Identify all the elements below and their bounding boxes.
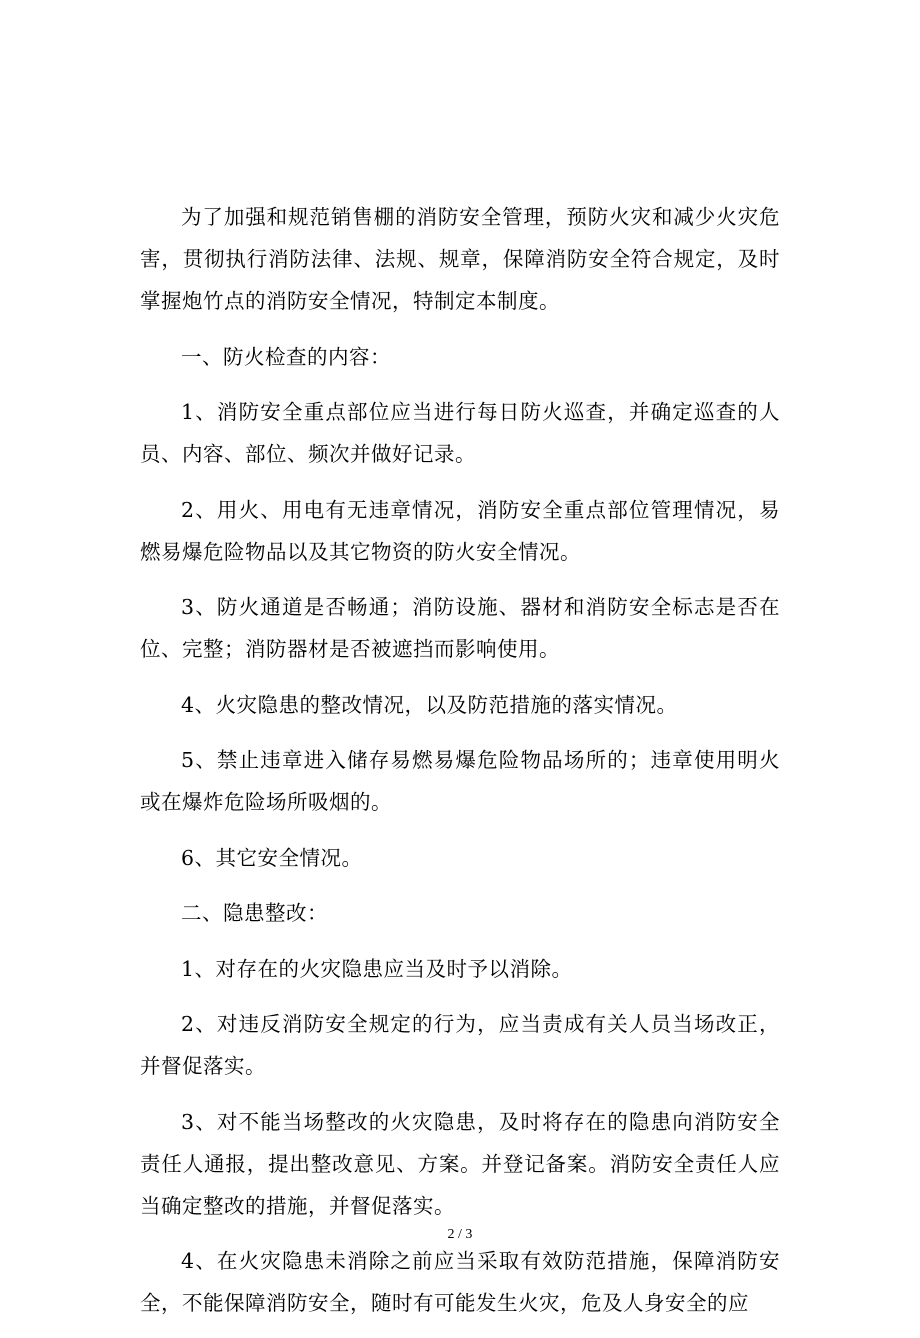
list-item: 1、消防安全重点部位应当进行每日防火巡查，并确定巡查的人员、内容、部位、频次并做好记录。 xyxy=(140,400,780,466)
list-item: 1、对存在的火灾隐患应当及时予以消除。 xyxy=(181,956,573,981)
list-item: 3、防火通道是否畅通；消防设施、器材和消防安全标志是否在位、完整；消防器材是否被遮挡而影响使用。 xyxy=(140,595,780,661)
section-heading-inspection-content: 一、防火检查的内容： xyxy=(181,344,391,369)
list-item: 3、对不能当场整改的火灾隐患，及时将存在的隐患向消防安全责任人通报，提出整改意见、方案。并登记备案。消防安全责任人应当确定整改的措施，并督促落实。 xyxy=(140,1109,780,1218)
document-body xyxy=(140,196,780,1338)
list-item: 4、火灾隐患的整改情况，以及防范措施的落实情况。 xyxy=(181,692,678,717)
list-item: 2、用火、用电有无违章情况，消防安全重点部位管理情况，易燃易爆危险物品以及其它物资的防火安全情况。 xyxy=(140,497,780,564)
intro-paragraph: 为了加强和规范销售棚的消防安全管理，预防火灾和减少火灾危害，贯彻执行消防法律、法规、规章，保障消防安全符合规定，及时掌握炮竹点的消防安全情况，特制定本制度。 xyxy=(140,205,780,313)
list-item: 2、对违反消防安全规定的行为，应当责成有关人员当场改正，并督促落实。 xyxy=(140,1012,780,1078)
list-item: 4、在火灾隐患未消除之前应当采取有效防范措施，保障消防安全，不能保障消防安全，随时有可能发生火灾，危及人身安全的应 xyxy=(140,1249,780,1315)
section-heading-hazard-rectification: 二、隐患整改： xyxy=(181,901,328,925)
page-number: 2 / 3 xyxy=(447,1227,473,1242)
list-item: 5、禁止违章进入储存易燃易爆危险物品场所的；违章使用明火或在爆炸危险场所吸烟的。 xyxy=(140,748,780,814)
list-item: 6、其它安全情况。 xyxy=(181,845,363,870)
